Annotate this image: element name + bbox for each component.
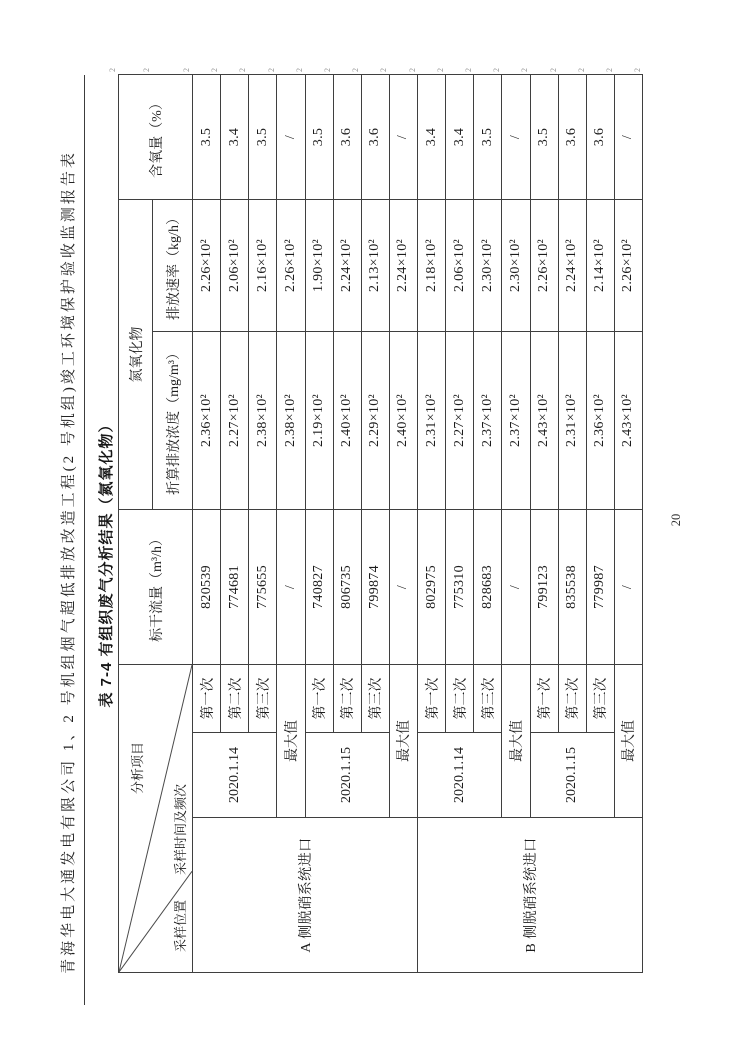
o2-value: 3.5 — [305, 74, 333, 199]
corner-label-sampling-location: 采样位置 — [173, 899, 188, 952]
rate-value: 2.13×10² — [361, 199, 389, 331]
o2-value: 3.5 — [474, 74, 502, 199]
flow-value: 799874 — [361, 509, 389, 664]
col-header-pollutant: 氮氧化物 — [119, 199, 153, 509]
scan-artifact-marks — [0, 60, 750, 72]
table-title: 表 7-4 有组织废气分析结果（氮氧化物） — [98, 416, 115, 708]
rate-value: 2.26×10² — [277, 199, 305, 331]
freq-cell: 第一次 — [418, 664, 446, 732]
results-table — [118, 74, 643, 973]
rate-value: 2.16×10² — [249, 199, 277, 331]
corner-label-sampling-time: 采样时间及频次 — [173, 783, 188, 875]
conc-value: 2.31×10² — [418, 331, 446, 509]
rate-value: 1.90×10² — [305, 199, 333, 331]
o2-value: 3.4 — [446, 74, 474, 199]
freq-cell: 第一次 — [305, 664, 333, 732]
date-cell: 2020.1.14 — [418, 733, 502, 818]
flow-value: 774681 — [221, 509, 249, 664]
table-row — [193, 74, 221, 972]
conc-value: 2.37×10² — [474, 331, 502, 509]
rate-value: 2.30×10² — [474, 199, 502, 331]
date-cell: 2020.1.15 — [305, 733, 389, 818]
o2-value: 3.6 — [333, 74, 361, 199]
scan-artifact-mark: 2 — [577, 68, 586, 72]
o2-value: 3.6 — [558, 74, 586, 199]
diagonal-header-cell — [119, 664, 193, 972]
scan-artifact-mark: 2 — [182, 68, 191, 72]
scan-artifact-mark: 2 — [267, 68, 276, 72]
rate-value: 2.26×10² — [530, 199, 558, 331]
col-header-rate: 排放速率（kg/h） — [153, 199, 193, 331]
flow-value: 775655 — [249, 509, 277, 664]
scan-artifact-mark: 2 — [295, 68, 304, 72]
scan-artifact-mark: 2 — [408, 68, 417, 72]
col-header-concentration: 折算排放浓度（mg/m³） — [153, 331, 193, 509]
scan-artifact-mark: 2 — [323, 68, 332, 72]
o2-value: 3.5 — [249, 74, 277, 199]
flow-value: 775310 — [446, 509, 474, 664]
o2-value: 3.5 — [530, 74, 558, 199]
max-label-cell: 最大值 — [502, 664, 530, 817]
rate-value: 2.26×10² — [614, 199, 642, 331]
scan-artifact-mark: 2 — [210, 68, 219, 72]
conc-value: 2.43×10² — [614, 331, 642, 509]
flow-value: / — [277, 509, 305, 664]
table-row — [418, 74, 446, 972]
freq-cell: 第一次 — [530, 664, 558, 732]
o2-value: 3.4 — [418, 74, 446, 199]
conc-value: 2.27×10² — [446, 331, 474, 509]
o2-value: 3.4 — [221, 74, 249, 199]
scan-artifact-mark: 2 — [238, 68, 247, 72]
flow-value: 799123 — [530, 509, 558, 664]
scan-artifact-mark: 2 — [436, 68, 445, 72]
rate-value: 2.24×10² — [558, 199, 586, 331]
location-cell: B 侧脱硝系统进口 — [418, 818, 643, 973]
document-header: 青海华电大通发电有限公司 1、2 号机组烟气超低排放改造工程(2 号机组)竣工环境保护验收监测报告表 — [61, 150, 77, 974]
o2-value: / — [502, 74, 530, 199]
scan-artifact-mark: 2 — [520, 68, 529, 72]
freq-cell: 第三次 — [249, 664, 277, 732]
conc-value: 2.37×10² — [502, 331, 530, 509]
rate-value: 2.06×10² — [446, 199, 474, 331]
max-label-cell: 最大值 — [277, 664, 305, 817]
scan-artifact-mark: 2 — [633, 68, 642, 72]
freq-cell: 第二次 — [558, 664, 586, 732]
o2-value: 3.6 — [586, 74, 614, 199]
rate-value: 2.24×10² — [389, 199, 417, 331]
flow-value: 740827 — [305, 509, 333, 664]
conc-value: 2.43×10² — [530, 331, 558, 509]
freq-cell: 第三次 — [474, 664, 502, 732]
conc-value: 2.31×10² — [558, 331, 586, 509]
scan-artifact-mark: 2 — [464, 68, 473, 72]
freq-cell: 第二次 — [333, 664, 361, 732]
freq-cell: 第一次 — [193, 664, 221, 732]
flow-value: 828683 — [474, 509, 502, 664]
flow-value: 802975 — [418, 509, 446, 664]
o2-value: 3.5 — [193, 74, 221, 199]
freq-cell: 第二次 — [221, 664, 249, 732]
date-cell: 2020.1.15 — [530, 733, 614, 818]
freq-cell: 第二次 — [446, 664, 474, 732]
col-header-flow: 标干流量（m³/h） — [119, 509, 193, 664]
scan-artifact-mark: 2 — [379, 68, 388, 72]
flow-value: 806735 — [333, 509, 361, 664]
flow-value: / — [389, 509, 417, 664]
conc-value: 2.19×10² — [305, 331, 333, 509]
rate-value: 2.18×10² — [418, 199, 446, 331]
scan-artifact-mark: 2 — [108, 68, 117, 72]
flow-value: 779987 — [586, 509, 614, 664]
conc-value: 2.36×10² — [586, 331, 614, 509]
conc-value: 2.38×10² — [249, 331, 277, 509]
rate-value: 2.06×10² — [221, 199, 249, 331]
max-label-cell: 最大值 — [389, 664, 417, 817]
scan-artifact-mark: 2 — [492, 68, 501, 72]
rate-value: 2.26×10² — [193, 199, 221, 331]
freq-cell: 第三次 — [361, 664, 389, 732]
scan-artifact-mark: 2 — [605, 68, 614, 72]
corner-label-analysis-item: 分析项目 — [130, 741, 145, 794]
scan-artifact-mark: 2 — [549, 68, 558, 72]
header-divider-line — [84, 75, 85, 1005]
flow-value: 820539 — [193, 509, 221, 664]
conc-value: 2.40×10² — [389, 331, 417, 509]
conc-value: 2.36×10² — [193, 331, 221, 509]
col-header-oxygen: 含氧量（%） — [119, 74, 193, 199]
o2-value: / — [389, 74, 417, 199]
location-cell: A 侧脱硝系统进口 — [193, 818, 418, 973]
rate-value: 2.24×10² — [333, 199, 361, 331]
rate-value: 2.30×10² — [502, 199, 530, 331]
conc-value: 2.27×10² — [221, 331, 249, 509]
flow-value: 835538 — [558, 509, 586, 664]
flow-value: / — [502, 509, 530, 664]
conc-value: 2.29×10² — [361, 331, 389, 509]
conc-value: 2.40×10² — [333, 331, 361, 509]
date-cell: 2020.1.14 — [193, 733, 277, 818]
conc-value: 2.38×10² — [277, 331, 305, 509]
scan-artifact-mark: 2 — [142, 68, 151, 72]
o2-value: 3.6 — [361, 74, 389, 199]
rate-value: 2.14×10² — [586, 199, 614, 331]
flow-value: / — [614, 509, 642, 664]
freq-cell: 第三次 — [586, 664, 614, 732]
max-label-cell: 最大值 — [614, 664, 642, 817]
page-number: 20 — [669, 513, 683, 527]
scan-artifact-mark: 2 — [351, 68, 360, 72]
o2-value: / — [277, 74, 305, 199]
o2-value: / — [614, 74, 642, 199]
